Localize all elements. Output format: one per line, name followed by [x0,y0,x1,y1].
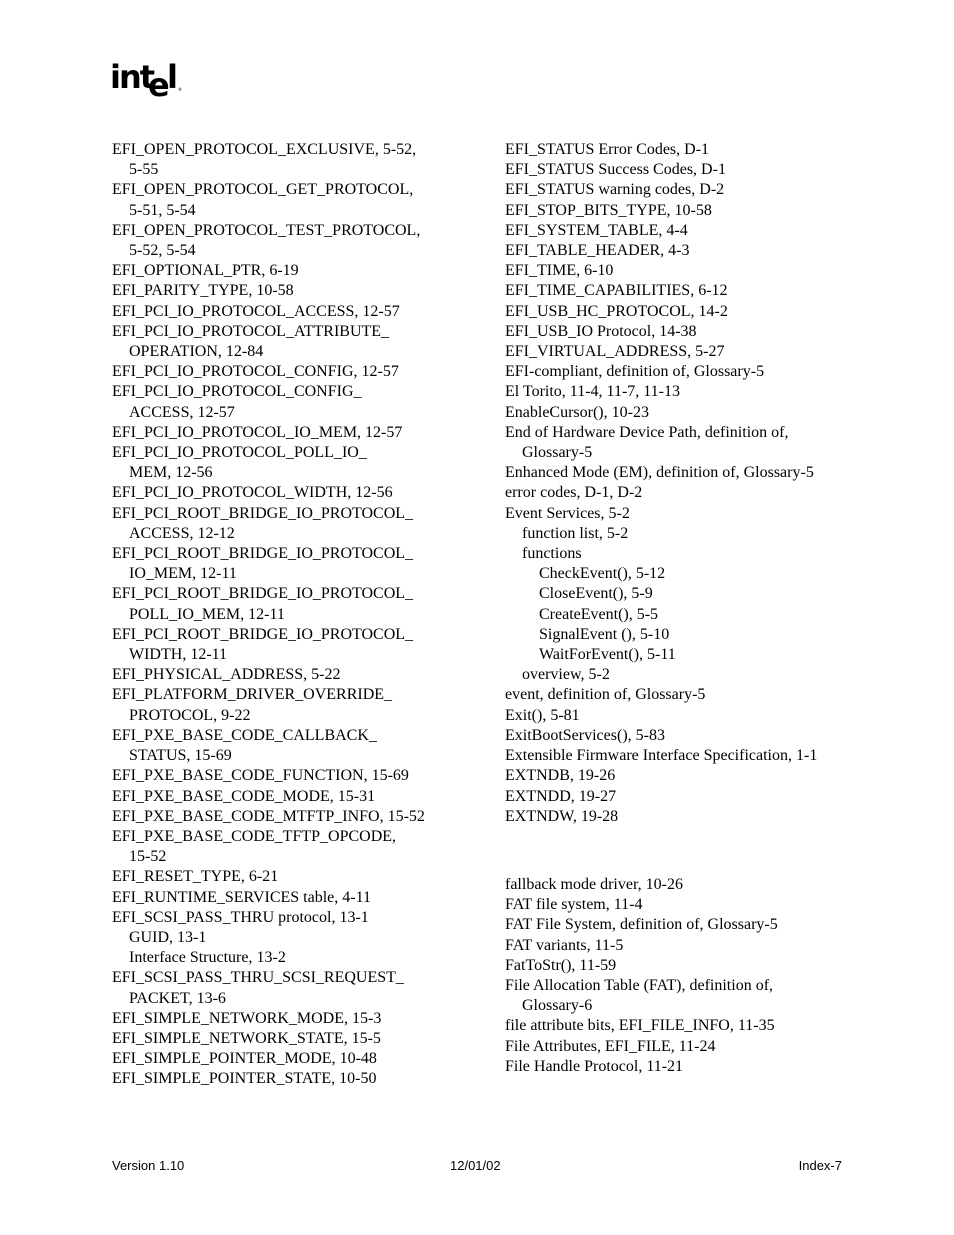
index-entry-text: File Allocation Table (FAT), definition of, [505,976,774,994]
index-entry-text: Extensible Firmware Interface Specification, 1-1 [505,747,818,765]
index-entry [505,382,865,402]
index-entry-text: EFI_SIMPLE_POINTER_MODE, 10-48 [112,1050,377,1068]
index-entry [112,281,462,301]
index-entry-text: EFI_SYSTEM_TABLE, 4-4 [505,221,688,239]
index-entry [505,403,865,423]
index-entry-text: EFI_PXE_BASE_CODE_FUNCTION, 15-69 [112,767,409,785]
index-entry-text: EFI_PXE_BASE_CODE_TFTP_OPCODE, [112,827,397,845]
index-entry [112,180,462,220]
index-entry-text: EFI_SCSI_PASS_THRU_SCSI_REQUEST_ [112,969,404,987]
index-entry [112,1009,462,1029]
svg-text:l: l [167,58,178,96]
index-entry [112,261,462,281]
index-entry [505,483,865,503]
index-entry-text: EFI_TIME, 6-10 [505,262,614,280]
index-entry [112,968,462,1008]
index-entry-text: End of Hardware Device Path, definition of, [505,423,789,441]
index-entry-text: EFI_PCI_IO_PROTOCOL_ACCESS, 12-57 [112,302,400,320]
index-entry-text: EFI_RESET_TYPE, 6-21 [112,868,279,886]
index-entry-continuation: 5-55 [129,161,159,179]
index-column-left [112,140,462,1090]
index-entry [505,936,865,956]
index-entry-continuation: 15-52 [129,848,167,866]
index-entry-text: overview, 5-2 [522,666,610,684]
index-entry-text: functions [522,545,582,563]
index-entry-text: EFI_PXE_BASE_CODE_MTFTP_INFO, 15-52 [112,807,425,825]
index-entry-continuation: MEM, 12-56 [129,464,213,482]
index-entry-text: EFI_USB_IO Protocol, 14-38 [505,322,697,340]
index-entry-text: EFI_PARITY_TYPE, 10-58 [112,282,294,300]
index-entry-text: fallback mode driver, 10-26 [505,875,683,893]
index-entry-text: EFI_VIRTUAL_ADDRESS, 5-27 [505,343,725,361]
index-entry-text: EFI_OPEN_PROTOCOL_TEST_PROTOCOL, [112,221,421,239]
index-entry-text: File Handle Protocol, 11-21 [505,1057,684,1075]
index-entry-text: EFI_TIME_CAPABILITIES, 6-12 [505,282,728,300]
index-entry-text: EFI_SIMPLE_POINTER_STATE, 10-50 [112,1070,377,1088]
index-entry-text: EFI_PCI_IO_PROTOCOL_ATTRIBUTE_ [112,322,390,340]
index-entry-text: EFI_TABLE_HEADER, 4-3 [505,242,690,260]
index-entry-text: FAT file system, 11-4 [505,896,643,914]
index-entry [112,685,462,725]
index-entry [505,1057,865,1077]
index-entry-text: EFI_USB_HC_PROTOCOL, 14-2 [505,302,728,320]
index-entry [112,928,462,948]
index-entry-text: EFI_PCI_IO_PROTOCOL_CONFIG, 12-57 [112,363,399,381]
index-entry [505,463,865,483]
index-entry-text: CheckEvent(), 5-12 [539,565,666,583]
index-entry [112,382,462,422]
index-entry [112,302,462,322]
index-entry-text: EXTNDD, 19-27 [505,787,617,805]
index-entry [112,665,462,685]
index-entry [112,322,462,362]
index-entry [112,504,462,544]
index-entry [112,140,462,180]
index-entry-text: EFI_PCI_ROOT_BRIDGE_IO_PROTOCOL_ [112,625,414,643]
index-entry-text: EFI_PXE_BASE_CODE_MODE, 15-31 [112,787,376,805]
index-entry [505,201,865,221]
index-entry-text: CreateEvent(), 5-5 [539,605,659,623]
index-entry-continuation: 5-52, 5-54 [129,242,196,260]
index-entry-text: EFI_PCI_IO_PROTOCOL_IO_MEM, 12-57 [112,423,403,441]
index-entry [505,726,865,746]
index-entry-text: Enhanced Mode (EM), definition of, Glossary-5 [505,464,814,482]
index-entry [112,221,462,261]
index-entry-text: error codes, D-1, D-2 [505,484,643,502]
index-entry-continuation: ACCESS, 12-57 [129,403,235,421]
index-entry [505,605,865,625]
index-entry-text: EFI_STATUS Success Codes, D-1 [505,161,726,179]
index-entry [505,544,865,564]
svg-text:int: int [110,58,154,96]
index-entry [505,645,865,665]
index-entry [505,261,865,281]
index-entry [505,322,865,342]
index-entry-text: CloseEvent(), 5-9 [539,585,653,603]
index-entry-text: EFI_SIMPLE_NETWORK_STATE, 15-5 [112,1029,381,1047]
index-entry [505,524,865,544]
index-entry [112,787,462,807]
index-entry-continuation: WIDTH, 12-11 [129,646,228,664]
index-entry [112,807,462,827]
index-entry-text: WaitForEvent(), 5-11 [539,646,676,664]
index-entry [505,706,865,726]
footer-date: 12/01/02 [450,1158,501,1173]
index-entry [112,1029,462,1049]
index-entry-text: function list, 5-2 [522,524,629,542]
index-entry-continuation: ACCESS, 12-12 [129,524,235,542]
index-entry [112,867,462,887]
intel-logo [110,58,184,104]
index-entry-text: EFI_STATUS warning codes, D-2 [505,181,725,199]
index-entry [505,241,865,261]
index-entry [505,665,865,685]
index-column-right [505,140,865,1077]
index-entry-text: ExitBootServices(), 5-83 [505,726,665,744]
index-entry-continuation: Glossary-5 [522,444,593,462]
index-entry-text: FAT File System, definition of, Glossary-5 [505,916,778,934]
index-entry [112,908,462,928]
index-entry-continuation: Glossary-6 [522,997,593,1015]
index-entry [505,281,865,301]
index-entry [112,726,462,766]
index-entry [505,423,865,463]
index-entry-text: EFI_STATUS Error Codes, D-1 [505,141,710,158]
index-entry-text: EFI-compliant, definition of, Glossary-5 [505,363,765,381]
index-entry-text: EnableCursor(), 10-23 [505,403,649,421]
index-entry [505,807,865,827]
index-entry [505,746,865,766]
index-entry-text: EFI_PHYSICAL_ADDRESS, 5-22 [112,666,341,684]
index-entry [505,1016,865,1036]
index-entry [112,766,462,786]
index-entry [112,443,462,483]
index-entry [505,362,865,382]
index-entry-text: File Attributes, EFI_FILE, 11-24 [505,1037,716,1055]
index-entry-text: EFI_PXE_BASE_CODE_CALLBACK_ [112,726,377,744]
index-entry-text: FatToStr(), 11-59 [505,956,617,974]
index-entry [505,302,865,322]
svg-text:®: ® [178,87,182,92]
index-entry [112,625,462,665]
index-entry-text: Exit(), 5-81 [505,706,580,724]
index-entry-continuation: STATUS, 15-69 [129,747,232,765]
index-entry [505,564,865,584]
index-entry [505,895,865,915]
index-entry-text: EXTNDB, 19-26 [505,767,616,785]
index-entry [505,160,865,180]
index-entry [112,888,462,908]
index-entry-continuation: PROTOCOL, 9-22 [129,706,251,724]
index-entry-text: EFI_OPTIONAL_PTR, 6-19 [112,262,299,280]
index-entry [112,544,462,584]
index-entry-text: EFI_PCI_IO_PROTOCOL_WIDTH, 12-56 [112,484,393,502]
index-entry-continuation: IO_MEM, 12-11 [129,565,237,583]
index-entry-text: EXTNDW, 19-28 [505,807,619,825]
index-entry [505,787,865,807]
index-entry [112,948,462,968]
index-entry-text: El Torito, 11-4, 11-7, 11-13 [505,383,681,401]
index-entry [505,625,865,645]
index-entry-text: EFI_SIMPLE_NETWORK_MODE, 15-3 [112,1009,382,1027]
index-entry-text: file attribute bits, EFI_FILE_INFO, 11-35 [505,1017,775,1035]
index-entry [505,221,865,241]
index-entry-text: EFI_PCI_ROOT_BRIDGE_IO_PROTOCOL_ [112,545,414,563]
index-entry [505,685,865,705]
index-entry-text: FAT variants, 11-5 [505,936,624,954]
index-entry [112,423,462,443]
index-entry [505,180,865,200]
index-entry-text: EFI_PLATFORM_DRIVER_OVERRIDE_ [112,686,393,704]
index-entry-continuation: POLL_IO_MEM, 12-11 [129,605,285,623]
letter-group-gap [505,827,865,875]
index-entry [505,915,865,935]
footer-version: Version 1.10 [112,1158,185,1173]
index-entry-text: event, definition of, Glossary-5 [505,686,706,704]
index-entry [112,1069,462,1089]
index-entry-text: EFI_PCI_ROOT_BRIDGE_IO_PROTOCOL_ [112,585,414,603]
index-entry [505,140,865,160]
index-entry [505,875,865,895]
index-entry [112,483,462,503]
index-entry [505,976,865,1016]
index-entry-text: EFI_RUNTIME_SERVICES table, 4-11 [112,888,371,906]
index-entry-text: Interface Structure, 13-2 [129,949,286,967]
index-entry-text: EFI_PCI_ROOT_BRIDGE_IO_PROTOCOL_ [112,504,414,522]
index-entry-text: EFI_OPEN_PROTOCOL_GET_PROTOCOL, [112,181,414,199]
index-entry-text: EFI_SCSI_PASS_THRU protocol, 13-1 [112,908,369,926]
index-entry [505,584,865,604]
index-entry-continuation: 5-51, 5-54 [129,201,196,219]
index-entry-continuation: OPERATION, 12-84 [129,343,264,361]
index-entry-text: EFI_PCI_IO_PROTOCOL_CONFIG_ [112,383,362,401]
index-entry [112,827,462,867]
svg-text:e: e [148,66,168,104]
index-entry [112,1049,462,1069]
index-entry [112,584,462,624]
index-entry-text: GUID, 13-1 [129,928,207,946]
index-entry [112,362,462,382]
index-entry [505,342,865,362]
index-entry-text: EFI_PCI_IO_PROTOCOL_POLL_IO_ [112,444,367,462]
index-entry-text: EFI_STOP_BITS_TYPE, 10-58 [505,201,712,219]
index-entry-continuation: PACKET, 13-6 [129,989,226,1007]
index-entry-text: Event Services, 5-2 [505,504,630,522]
footer-page-number: Index-7 [798,1158,842,1173]
index-entry [505,766,865,786]
index-entry-text: SignalEvent (), 5-10 [539,625,670,643]
index-entry [505,1037,865,1057]
index-entry-text: EFI_OPEN_PROTOCOL_EXCLUSIVE, 5-52, [112,141,417,158]
index-entry [505,504,865,524]
index-entry [505,956,865,976]
